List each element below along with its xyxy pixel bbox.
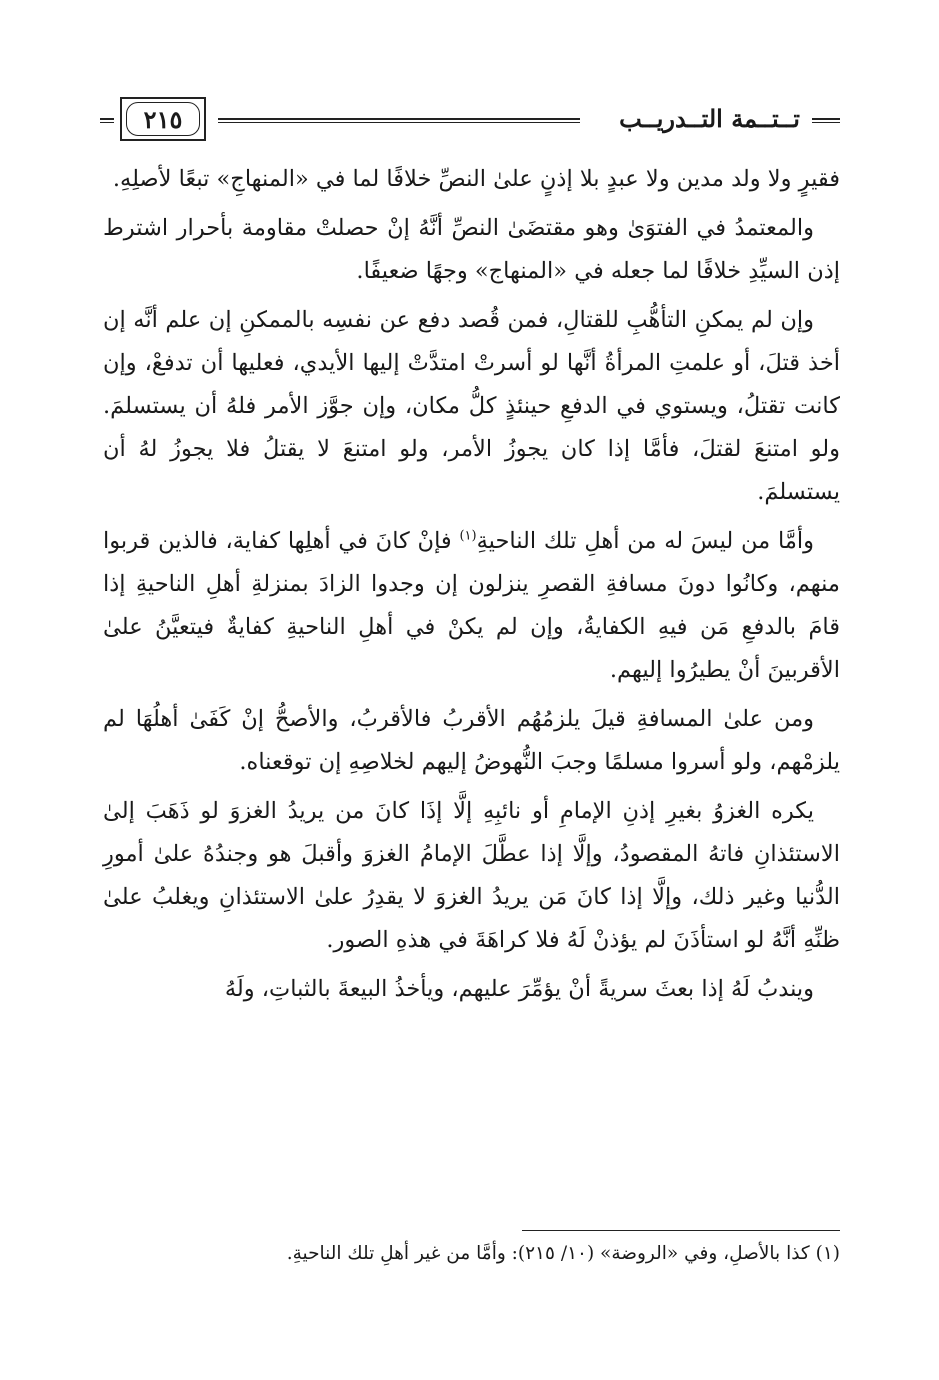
page-number: ٢١٥ [126, 102, 200, 136]
header-rule-middle [218, 118, 580, 123]
paragraph-1: فقيرٍ ولا ولد مدين ولا عبدٍ بلا إذنٍ علىٰ النصِّ خلافًا لما في «المنهاجِ» تبعًا لأصلِهِ. [112, 166, 840, 192]
running-title: تــتــمة التــدريــب [619, 104, 800, 133]
paragraph-4-rest: فإنْ كانَ في أهلِها كفاية، فالذين قربوا منهم، وكانُوا دونَ مسافةِ القصرِ ينزلون إن وجدوا الزادَ بمنزلةِ أهلِ الناحيةِ إذا قامَ بالدفعِ مَن فيهِ الكفايةُ، وإن لم يكنْ في أهلِ الناحيةِ كفايةٌ فيتعيَّنُ علىٰ الأقربينَ أنْ يطيرُوا إليهم. [103, 528, 840, 683]
paragraph-5: ومن علىٰ المسافةِ قيلَ يلزمُهُم الأقربُ فالأقربُ، والأصحُّ إنْ كَفَىٰ أهلُهَا لم يلزمْهم، ولو أسروا مسلمًا وجبَ النُّهوضُ إليهم لخلاصِهِ إن توقعناه. [103, 706, 840, 775]
paragraph-3: وإن لم يمكنِ التأهُّبِ للقتالِ، فمن قُصد دفع عن نفسِه بالممكنِ إن علم أنَّه إن أخذ قتلَ، أو علمتِ المرأةُ أنَّها لو أسرتْ امتدَّتْ إليها الأيدي، فعليها أن تدفعْ، وإن كانت تقتلُ، ويستوي في الدفعِ حينئذٍ كلُّ مكان، وإن جوَّز الأمر فلهُ أن يستسلمَ. ولو امتنعَ لقتلَ، فأمَّا إذا كان يجوزُ الأمر، ولو امتنعَ لا يقتلُ فلا يجوزُ لهُ أن يستسلمَ. [103, 307, 840, 505]
footnote-marker: (١) [459, 528, 477, 544]
body-text [103, 158, 840, 1017]
paragraph-2: والمعتمدُ في الفتوَىٰ وهو مقتضَىٰ النصِّ أنَّهُ إنْ حصلتْ مقاومة بأحرار اشترط إذن السيِّدِ خلافًا لما جعله في «المنهاج» وجهًا ضعيفًا. [103, 215, 840, 284]
paragraph-4-start: وأمَّا من ليسَ له من أهلِ تلك الناحيةِ [476, 528, 814, 554]
paragraph-6: يكره الغزوُ بغيرِ إذنِ الإمامِ أو نائبِهِ إلَّا إذَا كانَ من يريدُ الغزوَ لو ذَهَبَ إلىٰ الاستئذانِ فاتهُ المقصودُ، وإلَّا إذا عطَّلَ الإمامُ الغزوَ وأقبلَ هو وجندُهُ علىٰ أمورِ الدُّنيا وغير ذلك، وإلَّا إذا كانَ مَن يريدُ الغزوَ لا يقدِرُ علىٰ الاستئذانِ ويغلبُ علىٰ ظنِّهِ أنَّهُ لو استأذَنَ لم يؤذنْ لَهُ فلا كراهَةَ في هذهِ الصور. [103, 798, 840, 953]
header-rule-left [100, 118, 114, 123]
page-header [100, 95, 840, 145]
paragraph-7: ويندبُ لَهُ إذا بعثَ سريةً أنْ يؤمِّرَ عليهم، ويأخذُ البيعةَ بالثباتِ، ولَهُ [224, 976, 814, 1002]
footnote-separator [522, 1230, 840, 1231]
paragraph-4 [103, 520, 840, 692]
header-rule-right [812, 118, 840, 123]
footnote: (١) كذا بالأصلِ، وفي «الروضة» (١٠/ ٢١٥): وأمَّا من غير أهلِ تلك الناحيةِ. [286, 1243, 840, 1264]
page-number-frame [120, 97, 206, 141]
